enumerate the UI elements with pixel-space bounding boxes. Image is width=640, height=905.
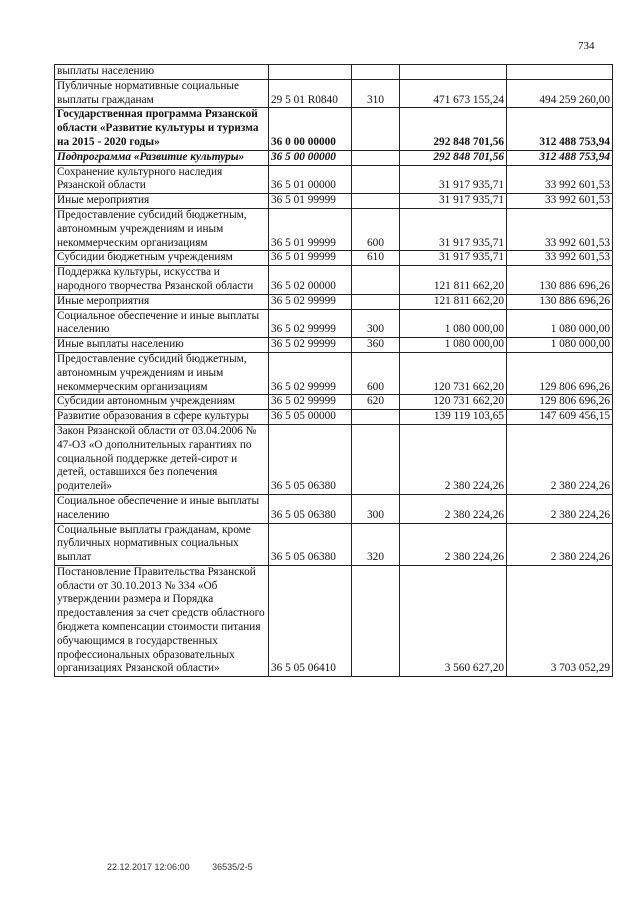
cell-kind — [352, 410, 400, 425]
cell-code: 36 5 02 99999 — [269, 309, 352, 338]
cell-amount-1: 1 080 000,00 — [400, 338, 507, 353]
cell-kind: 300 — [352, 309, 400, 338]
cell-amount-2: 2 380 224,26 — [507, 494, 613, 523]
page-number: 734 — [578, 40, 595, 52]
page-footer — [107, 862, 273, 872]
table-row — [55, 266, 613, 295]
cell-amount-2: 129 806 696,26 — [507, 395, 613, 410]
table-row — [55, 79, 613, 108]
cell-code: 36 5 05 06380 — [269, 523, 352, 565]
cell-amount-2: 33 992 601,53 — [507, 194, 613, 209]
cell-name: Иные выплаты населению — [55, 338, 269, 353]
cell-kind — [352, 165, 400, 194]
cell-code: 36 5 05 06410 — [269, 565, 352, 676]
cell-kind — [352, 108, 400, 150]
table-row — [55, 108, 613, 150]
cell-amount-2: 1 080 000,00 — [507, 338, 613, 353]
cell-amount-2 — [507, 65, 613, 80]
table-row — [55, 424, 613, 494]
cell-amount-1: 120 731 662,20 — [400, 352, 507, 394]
cell-name: Поддержка культуры, искусства и народного творчества Рязанской области — [55, 266, 269, 295]
cell-name: Сохранение культурного наследия Рязанской области — [55, 165, 269, 194]
table-row — [55, 165, 613, 194]
table-body — [55, 65, 613, 677]
cell-amount-2: 129 806 696,26 — [507, 352, 613, 394]
table-row — [55, 565, 613, 676]
table-row — [55, 338, 613, 353]
cell-name: Государственная программа Рязанской области «Развитие культуры и туризма на 2015 - 2020 годы» — [55, 108, 269, 150]
cell-kind: 320 — [352, 523, 400, 565]
cell-amount-1: 121 811 662,20 — [400, 266, 507, 295]
cell-code: 36 5 00 00000 — [269, 150, 352, 165]
cell-code: 36 5 02 99999 — [269, 395, 352, 410]
table-row — [55, 410, 613, 425]
cell-amount-2: 33 992 601,53 — [507, 251, 613, 266]
cell-name: Социальное обеспечение и иные выплаты населению — [55, 309, 269, 338]
cell-amount-1: 2 380 224,26 — [400, 494, 507, 523]
cell-amount-2: 2 380 224,26 — [507, 523, 613, 565]
cell-amount-1: 2 380 224,26 — [400, 523, 507, 565]
cell-name: Развитие образования в сфере культуры — [55, 410, 269, 425]
cell-amount-1: 31 917 935,71 — [400, 194, 507, 209]
table-row — [55, 251, 613, 266]
footer-doc-id: 36535/2-5 — [212, 862, 253, 872]
table-row — [55, 309, 613, 338]
cell-code: 36 5 02 00000 — [269, 266, 352, 295]
table-row — [55, 352, 613, 394]
cell-code: 29 5 01 R0840 — [269, 79, 352, 108]
table-row — [55, 208, 613, 250]
cell-amount-2: 1 080 000,00 — [507, 309, 613, 338]
cell-code — [269, 65, 352, 80]
cell-amount-2: 147 609 456,15 — [507, 410, 613, 425]
cell-name: выплаты населению — [55, 65, 269, 80]
table-row — [55, 150, 613, 165]
cell-kind — [352, 294, 400, 309]
table-row — [55, 65, 613, 80]
cell-kind — [352, 150, 400, 165]
cell-name: Публичные нормативные социальные выплаты гражданам — [55, 79, 269, 108]
cell-amount-2: 494 259 260,00 — [507, 79, 613, 108]
cell-name: Субсидии автономным учреждениям — [55, 395, 269, 410]
cell-amount-2: 130 886 696,26 — [507, 294, 613, 309]
cell-name: Субсидии бюджетным учреждениям — [55, 251, 269, 266]
cell-kind: 310 — [352, 79, 400, 108]
cell-name: Закон Рязанской области от 03.04.2006 № 47-ОЗ «О дополнительных гарантиях по социальной поддержке детей-сирот и детей, оставшихся без попечения родителей» — [55, 424, 269, 494]
cell-name: Социальные выплаты гражданам, кроме публичных нормативных социальных выплат — [55, 523, 269, 565]
footer-datetime: 22.12.2017 12:06:00 — [107, 862, 190, 872]
cell-amount-2: 3 703 052,29 — [507, 565, 613, 676]
cell-amount-1: 31 917 935,71 — [400, 208, 507, 250]
cell-amount-1 — [400, 65, 507, 80]
cell-kind — [352, 194, 400, 209]
cell-amount-2: 33 992 601,53 — [507, 165, 613, 194]
cell-amount-2: 33 992 601,53 — [507, 208, 613, 250]
cell-kind: 600 — [352, 352, 400, 394]
cell-amount-1: 471 673 155,24 — [400, 79, 507, 108]
cell-code: 36 5 02 99999 — [269, 352, 352, 394]
cell-name: Социальное обеспечение и иные выплаты населению — [55, 494, 269, 523]
cell-kind: 600 — [352, 208, 400, 250]
cell-name: Подпрограмма «Развитие культуры» — [55, 150, 269, 165]
cell-code: 36 0 00 00000 — [269, 108, 352, 150]
cell-amount-1: 31 917 935,71 — [400, 251, 507, 266]
cell-code: 36 5 01 99999 — [269, 208, 352, 250]
cell-kind — [352, 424, 400, 494]
cell-kind: 360 — [352, 338, 400, 353]
table-row — [55, 194, 613, 209]
cell-amount-2: 2 380 224,26 — [507, 424, 613, 494]
cell-amount-1: 2 380 224,26 — [400, 424, 507, 494]
cell-code: 36 5 02 99999 — [269, 294, 352, 309]
cell-code: 36 5 02 99999 — [269, 338, 352, 353]
cell-name: Постановление Правительства Рязанской области от 30.10.2013 № 334 «Об утверждении размера и Порядка предоставления за счет средств областного бюджета компенсации стоимости питания обучающимся в государственных профессиональных образовательных организациях Рязанской области» — [55, 565, 269, 676]
cell-code: 36 5 01 99999 — [269, 194, 352, 209]
cell-name: Иные мероприятия — [55, 194, 269, 209]
cell-amount-1: 120 731 662,20 — [400, 395, 507, 410]
cell-name: Предоставление субсидий бюджетным, автономным учреждениям и иным некоммерческим организациям — [55, 208, 269, 250]
cell-amount-1: 139 119 103,65 — [400, 410, 507, 425]
cell-code: 36 5 05 06380 — [269, 494, 352, 523]
cell-amount-1: 31 917 935,71 — [400, 165, 507, 194]
cell-code: 36 5 01 99999 — [269, 251, 352, 266]
cell-amount-2: 312 488 753,94 — [507, 108, 613, 150]
cell-amount-2: 312 488 753,94 — [507, 150, 613, 165]
cell-amount-1: 292 848 701,56 — [400, 108, 507, 150]
table-row — [55, 523, 613, 565]
table-row — [55, 294, 613, 309]
cell-name: Предоставление субсидий бюджетным, автономным учреждениям и иным некоммерческим организациям — [55, 352, 269, 394]
cell-amount-2: 130 886 696,26 — [507, 266, 613, 295]
cell-kind: 620 — [352, 395, 400, 410]
cell-kind: 300 — [352, 494, 400, 523]
cell-amount-1: 3 560 627,20 — [400, 565, 507, 676]
cell-code: 36 5 05 00000 — [269, 410, 352, 425]
table-row — [55, 494, 613, 523]
cell-name: Иные мероприятия — [55, 294, 269, 309]
cell-amount-1: 292 848 701,56 — [400, 150, 507, 165]
cell-amount-1: 121 811 662,20 — [400, 294, 507, 309]
cell-kind — [352, 65, 400, 80]
cell-code: 36 5 05 06380 — [269, 424, 352, 494]
cell-kind — [352, 266, 400, 295]
cell-code: 36 5 01 00000 — [269, 165, 352, 194]
cell-amount-1: 1 080 000,00 — [400, 309, 507, 338]
budget-table — [54, 64, 613, 677]
cell-kind: 610 — [352, 251, 400, 266]
table-row — [55, 395, 613, 410]
cell-kind — [352, 565, 400, 676]
